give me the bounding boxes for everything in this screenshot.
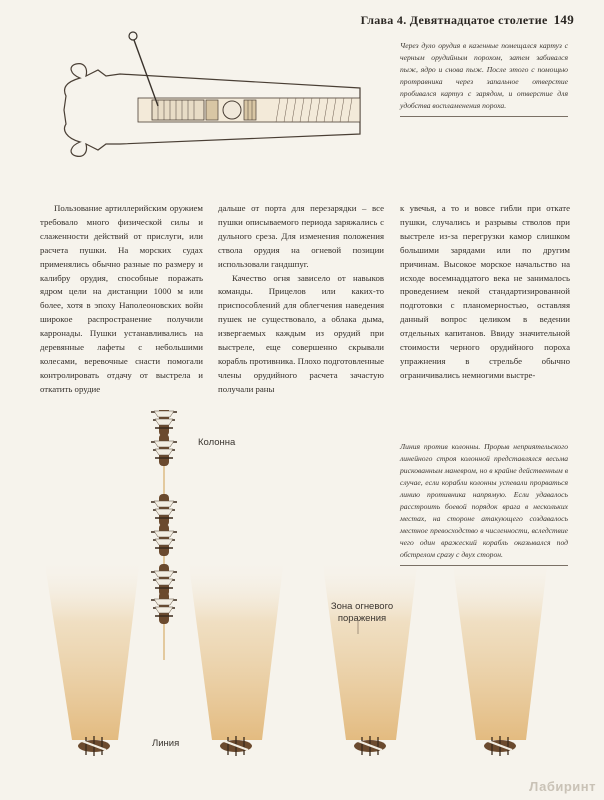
text-column-3 (400, 202, 570, 383)
fire-zone-label-line-1: Зона огневого (330, 601, 394, 612)
text-column-2 (218, 202, 384, 397)
diagram-caption: Линия против колонны. Прорыв неприятельского линейного строя колонной представлялся весьма рискованным маневром, но в крайне действенным в случае, если корабли колонны успевали прорваться линию противника напрямую. Если удавалось расстроить боевой порядок врага в нескольких местах, на стороне атакующего создавалось местное превосходство в численности, вследствие чего один вражеский корабль оказывался под обстрелом сразу с двух сторон. (400, 441, 568, 566)
fire-zone-label-line-2: поражения (337, 613, 387, 624)
chapter-title: Глава 4. Девятнадцатое столетие (360, 13, 548, 27)
line-label: Линия (152, 738, 180, 749)
column-3-paragraph: к увечья, а то и вовсе гибли при откате пушки, случались и разрывы стволов при выстреле из-за перегрузки камор слишком большими зарядами или по другим причинам. Высокое морское начальство на исходе восемнадцатого века не занималось проведением некой стандартизированной подготовки с планомерностью, оставляя данный вопрос целиком в ведении отдельных капитанов. Ввиду значительной стоимости черного орудийного пороха упражнения в стрельбе обычно ограничивались немногими выстре- (400, 203, 570, 380)
page-number: 149 (553, 12, 574, 27)
cannon-loading-illustration (40, 26, 370, 166)
text-column-1 (40, 202, 203, 397)
column-1-paragraph: Пользование артиллерийским оружием требовало много физической силы и слаженности действий от прислуги, или расчета пушки. На морских судах применялись обычно разные по размеру и калибру орудия, способные поражать ядром цели на дистанции 1000 м или более, хотя в эпоху Наполеоновских войн широкое распространение получили карронады. Пушки устанавливались на деревянные лафеты с небольшими колесами, веревочные снасти помогали контролировать отдачу от выстрела и откатить орудие (40, 203, 203, 394)
top-caption: Через дуло орудия в казенные помещался картуз с черным орудийным порохом, затем забивался пыж, ядро и снова пыж. После этого с помощью протравника через запальное отверстие пробивался картуз с зарядом, и отверстие для удобства воспламенения пороха. (400, 40, 568, 117)
watermark: Лабиринт (529, 779, 596, 794)
column-label: Колонна (198, 437, 236, 448)
column-2-paragraph-2: Качество огня зависело от навыков команды. Прицелов или каких-то приспособлений для облегчения наведения пушек не существовало, а облака дыма, извергаемых каждым из орудий при выстреле, еще совершенно скрывали корабль противника. Плохо подготовленные члены орудийного расчета зачастую получали раны (218, 272, 384, 394)
column-2-paragraph-1: дальше от порта для перезарядки – все пушки описываемого периода заряжались с дульного среза. Для изменения положения ствола орудия на огневой позиции использовали гандшпуг. (218, 203, 384, 269)
fire-zone-label (318, 601, 406, 625)
running-header (361, 12, 574, 28)
